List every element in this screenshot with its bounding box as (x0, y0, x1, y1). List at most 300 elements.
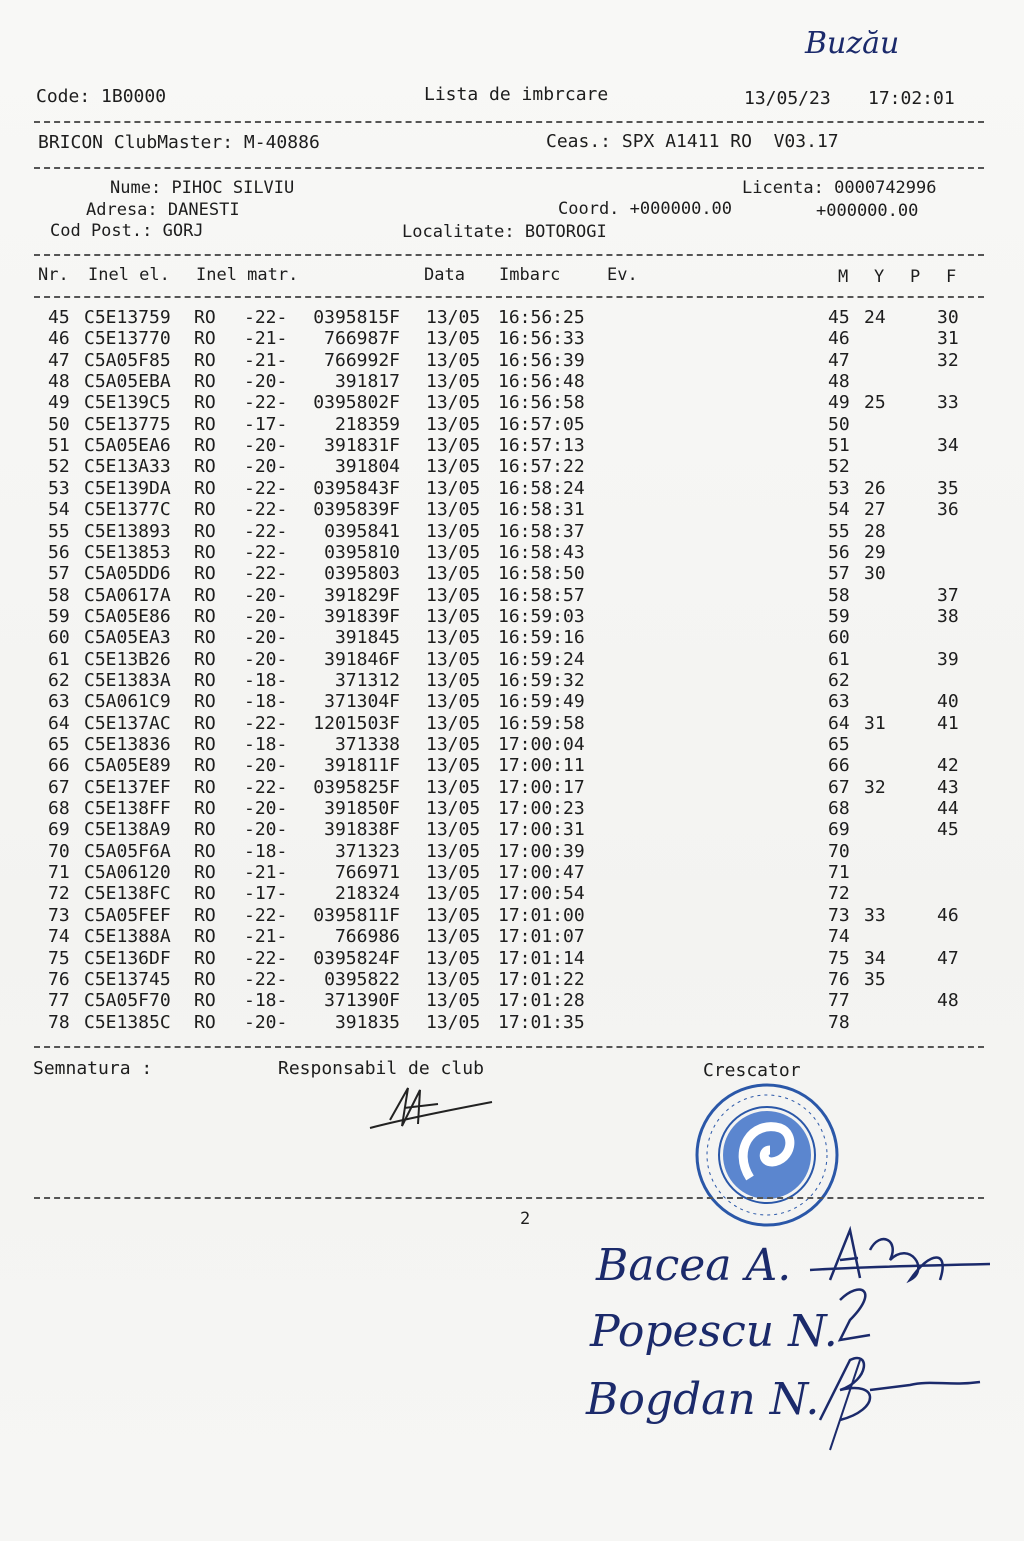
row-time: 16:56:33 (498, 328, 585, 350)
table-row (0, 990, 1024, 1011)
row-y: 26 (864, 477, 886, 499)
row-y: 24 (864, 307, 886, 328)
row-nr: 50 (48, 413, 70, 435)
row-country: RO (194, 904, 216, 926)
print-time: 17:02:01 (868, 88, 955, 109)
row-year: -21- (244, 926, 288, 948)
row-matr: 0395841 (324, 520, 400, 542)
row-year: -22- (244, 307, 288, 328)
row-date: 13/05 (426, 499, 481, 521)
column-header-f: F (946, 267, 957, 287)
row-date: 13/05 (426, 328, 481, 350)
row-ring-id: C5A05DD6 (84, 563, 171, 585)
row-year: -20- (244, 584, 288, 606)
row-y: 31 (864, 712, 886, 734)
row-date: 13/05 (426, 947, 481, 969)
row-year: -22- (244, 904, 288, 926)
row-matr: 766992F (324, 349, 400, 371)
row-date: 13/05 (426, 712, 481, 734)
row-matr: 391850F (324, 798, 400, 820)
row-year: -20- (244, 1011, 288, 1033)
row-country: RO (194, 605, 216, 627)
row-ring-id: C5A05E86 (84, 605, 171, 627)
row-time: 16:58:37 (498, 520, 585, 542)
row-matr: 766986 (334, 926, 400, 948)
row-matr: 766987F (324, 328, 400, 350)
column-header-imbarc: Imbarc (499, 265, 561, 285)
row-year: -20- (244, 371, 288, 393)
row-m: 56 (828, 541, 850, 563)
table-row (0, 435, 1024, 456)
row-m: 53 (828, 477, 850, 499)
row-time: 16:59:49 (498, 691, 585, 713)
row-year: -17- (244, 413, 288, 435)
row-matr: 0395843F (313, 477, 400, 499)
row-m: 78 (828, 1011, 850, 1033)
row-year: -20- (244, 648, 288, 670)
row-m: 66 (828, 755, 850, 777)
row-date: 13/05 (426, 584, 481, 606)
row-y: 35 (864, 968, 886, 990)
row-ring-id: C5A05FEF (84, 904, 171, 926)
row-country: RO (194, 712, 216, 734)
row-country: RO (194, 926, 216, 948)
row-matr: 0395824F (313, 947, 400, 969)
row-f: 30 (937, 307, 959, 328)
row-matr: 391835 (334, 1011, 400, 1033)
handwritten-name-1: Bacea A. (596, 1240, 792, 1291)
locality-field: Localitate: BOTOROGI (402, 222, 607, 242)
address-field: Adresa: DANESTI (86, 200, 240, 220)
row-country: RO (194, 627, 216, 649)
row-nr: 51 (48, 435, 70, 457)
table-row (0, 585, 1024, 606)
row-ring-id: C5A05EBA (84, 371, 171, 393)
row-year: -22- (244, 712, 288, 734)
row-year: -20- (244, 798, 288, 820)
row-f: 42 (937, 755, 959, 777)
row-ring-id: C5E13759 (84, 307, 171, 328)
row-f: 36 (937, 499, 959, 521)
row-matr: 371390F (324, 990, 400, 1012)
row-m: 49 (828, 392, 850, 414)
column-header-nr: Nr. (38, 265, 69, 285)
row-m: 52 (828, 456, 850, 478)
row-time: 16:59:58 (498, 712, 585, 734)
row-nr: 56 (48, 541, 70, 563)
row-matr: 371304F (324, 691, 400, 713)
divider (34, 254, 984, 256)
table-row (0, 819, 1024, 840)
row-nr: 72 (48, 883, 70, 905)
row-date: 13/05 (426, 413, 481, 435)
row-year: -22- (244, 499, 288, 521)
row-nr: 57 (48, 563, 70, 585)
row-date: 13/05 (426, 755, 481, 777)
row-time: 16:57:05 (498, 413, 585, 435)
row-matr: 1201503F (313, 712, 400, 734)
row-ring-id: C5A06120 (84, 862, 171, 884)
row-date: 13/05 (426, 349, 481, 371)
row-m: 55 (828, 520, 850, 542)
row-matr: 371323 (334, 840, 400, 862)
row-country: RO (194, 776, 216, 798)
row-nr: 70 (48, 840, 70, 862)
row-m: 76 (828, 968, 850, 990)
row-f: 32 (937, 349, 959, 371)
row-nr: 55 (48, 520, 70, 542)
row-year: -22- (244, 392, 288, 414)
row-country: RO (194, 392, 216, 414)
row-country: RO (194, 648, 216, 670)
row-f: 40 (937, 691, 959, 713)
table-row (0, 734, 1024, 755)
row-nr: 73 (48, 904, 70, 926)
row-country: RO (194, 947, 216, 969)
row-country: RO (194, 669, 216, 691)
row-ring-id: C5A05F6A (84, 840, 171, 862)
table-row (0, 926, 1024, 947)
row-y: 32 (864, 776, 886, 798)
row-ring-id: C5A05EA6 (84, 435, 171, 457)
row-nr: 63 (48, 691, 70, 713)
row-nr: 71 (48, 862, 70, 884)
row-f: 35 (937, 477, 959, 499)
license-field: Licenta: 0000742996 (742, 178, 937, 198)
row-year: -18- (244, 734, 288, 755)
row-year: -21- (244, 349, 288, 371)
row-time: 17:00:23 (498, 798, 585, 820)
row-m: 75 (828, 947, 850, 969)
row-year: -17- (244, 883, 288, 905)
row-m: 46 (828, 328, 850, 350)
row-country: RO (194, 413, 216, 435)
row-time: 17:00:54 (498, 883, 585, 905)
row-matr: 391829F (324, 584, 400, 606)
row-ring-id: C5E13A33 (84, 456, 171, 478)
row-ring-id: C5E138FF (84, 798, 171, 820)
row-time: 17:00:39 (498, 840, 585, 862)
row-time: 17:00:17 (498, 776, 585, 798)
handwritten-name-3: Bogdan N. (586, 1374, 820, 1425)
row-f: 47 (937, 947, 959, 969)
clubmaster-field: BRICON ClubMaster: M-40886 (38, 132, 320, 153)
row-matr: 371312 (334, 669, 400, 691)
name-field: Nume: PIHOC SILVIU (110, 178, 295, 198)
row-nr: 65 (48, 734, 70, 755)
row-year: -20- (244, 755, 288, 777)
row-y: 30 (864, 563, 886, 585)
row-m: 59 (828, 605, 850, 627)
row-year: -20- (244, 435, 288, 457)
clock-field: Ceas.: SPX A1411 RO V03.17 (546, 131, 839, 152)
row-time: 16:56:39 (498, 349, 585, 371)
row-country: RO (194, 456, 216, 478)
row-country: RO (194, 840, 216, 862)
row-time: 17:01:22 (498, 968, 585, 990)
table-row (0, 350, 1024, 371)
row-date: 13/05 (426, 563, 481, 585)
row-date: 13/05 (426, 990, 481, 1012)
row-nr: 61 (48, 648, 70, 670)
row-m: 70 (828, 840, 850, 862)
row-f: 48 (937, 990, 959, 1012)
row-time: 16:56:58 (498, 392, 585, 414)
row-nr: 52 (48, 456, 70, 478)
table-row (0, 755, 1024, 776)
row-ring-id: C5E139DA (84, 477, 171, 499)
row-f: 38 (937, 605, 959, 627)
row-year: -22- (244, 968, 288, 990)
table-row (0, 392, 1024, 413)
row-time: 17:00:47 (498, 862, 585, 884)
row-ring-id: C5E138FC (84, 883, 171, 905)
row-date: 13/05 (426, 392, 481, 414)
table-row (0, 798, 1024, 819)
row-country: RO (194, 862, 216, 884)
divider (34, 1197, 984, 1199)
row-date: 13/05 (426, 904, 481, 926)
row-country: RO (194, 819, 216, 841)
row-y: 27 (864, 499, 886, 521)
row-ring-id: C5E13836 (84, 734, 171, 755)
row-m: 73 (828, 904, 850, 926)
row-date: 13/05 (426, 798, 481, 820)
row-year: -18- (244, 840, 288, 862)
row-m: 74 (828, 926, 850, 948)
column-header-p: P (910, 267, 921, 287)
row-m: 57 (828, 563, 850, 585)
club-responsible-label: Responsabil de club (278, 1058, 484, 1079)
row-country: RO (194, 541, 216, 563)
row-nr: 66 (48, 755, 70, 777)
table-row (0, 456, 1024, 477)
row-date: 13/05 (426, 648, 481, 670)
row-ring-id: C5A061C9 (84, 691, 171, 713)
print-date: 13/05/23 (744, 88, 831, 109)
row-ring-id: C5E138A9 (84, 819, 171, 841)
table-row (0, 691, 1024, 712)
row-time: 17:01:28 (498, 990, 585, 1012)
row-y: 29 (864, 541, 886, 563)
row-ring-id: C5A0617A (84, 584, 171, 606)
table-row (0, 969, 1024, 990)
handwritten-signatures (800, 1210, 1000, 1460)
row-nr: 59 (48, 605, 70, 627)
row-f: 31 (937, 328, 959, 350)
row-ring-id: C5E1388A (84, 926, 171, 948)
row-m: 64 (828, 712, 850, 734)
divider (34, 167, 984, 169)
row-country: RO (194, 584, 216, 606)
row-time: 16:58:24 (498, 477, 585, 499)
table-row (0, 307, 1024, 328)
row-time: 16:59:32 (498, 669, 585, 691)
row-year: -21- (244, 862, 288, 884)
row-matr: 371338 (334, 734, 400, 755)
handwritten-note-top: Buzău (805, 26, 900, 61)
row-date: 13/05 (426, 371, 481, 393)
row-nr: 53 (48, 477, 70, 499)
row-ring-id: C5E1385C (84, 1011, 171, 1033)
row-year: -22- (244, 776, 288, 798)
row-m: 62 (828, 669, 850, 691)
row-date: 13/05 (426, 883, 481, 905)
column-header-y: Y (874, 267, 885, 287)
row-country: RO (194, 798, 216, 820)
row-country: RO (194, 328, 216, 350)
row-ring-id: C5E137AC (84, 712, 171, 734)
column-header-inel-el: Inel el. (88, 265, 170, 285)
row-date: 13/05 (426, 734, 481, 755)
row-date: 13/05 (426, 456, 481, 478)
row-country: RO (194, 691, 216, 713)
row-year: -21- (244, 328, 288, 350)
club-stamp (692, 1080, 842, 1230)
table-row (0, 542, 1024, 563)
row-y: 28 (864, 520, 886, 542)
row-nr: 77 (48, 990, 70, 1012)
row-matr: 391811F (324, 755, 400, 777)
row-nr: 76 (48, 968, 70, 990)
row-year: -20- (244, 456, 288, 478)
table-row (0, 862, 1024, 883)
row-date: 13/05 (426, 1011, 481, 1033)
table-row (0, 841, 1024, 862)
table-row (0, 563, 1024, 584)
row-nr: 54 (48, 499, 70, 521)
table-row (0, 670, 1024, 691)
row-y: 33 (864, 904, 886, 926)
column-header-inel-matr: Inel matr. (196, 265, 299, 285)
row-matr: 0395825F (313, 776, 400, 798)
row-matr: 0395839F (313, 499, 400, 521)
row-y: 25 (864, 392, 886, 414)
row-ring-id: C5E1377C (84, 499, 171, 521)
coord-field: Coord. +000000.00 (558, 199, 733, 219)
row-f: 41 (937, 712, 959, 734)
row-m: 51 (828, 435, 850, 457)
row-country: RO (194, 1011, 216, 1033)
club-signature (360, 1080, 500, 1140)
table-row (0, 1012, 1024, 1033)
row-date: 13/05 (426, 435, 481, 457)
row-f: 43 (937, 776, 959, 798)
handwritten-name-2: Popescu N. (590, 1306, 838, 1357)
row-m: 63 (828, 691, 850, 713)
row-country: RO (194, 477, 216, 499)
row-year: -20- (244, 819, 288, 841)
signature-label: Semnatura : (33, 1058, 153, 1079)
row-f: 46 (937, 904, 959, 926)
row-date: 13/05 (426, 541, 481, 563)
row-year: -18- (244, 669, 288, 691)
row-matr: 766971 (334, 862, 400, 884)
row-f: 45 (937, 819, 959, 841)
table-row (0, 371, 1024, 392)
row-m: 54 (828, 499, 850, 521)
row-country: RO (194, 734, 216, 755)
row-matr: 391845 (334, 627, 400, 649)
row-country: RO (194, 499, 216, 521)
row-date: 13/05 (426, 669, 481, 691)
table-row (0, 777, 1024, 798)
row-f: 33 (937, 392, 959, 414)
row-country: RO (194, 968, 216, 990)
row-date: 13/05 (426, 840, 481, 862)
column-header-ev: Ev. (607, 265, 638, 285)
row-time: 17:00:31 (498, 819, 585, 841)
row-country: RO (194, 349, 216, 371)
table-row (0, 328, 1024, 349)
row-date: 13/05 (426, 968, 481, 990)
row-time: 16:58:43 (498, 541, 585, 563)
row-m: 65 (828, 734, 850, 755)
row-m: 69 (828, 819, 850, 841)
divider (34, 296, 984, 298)
row-matr: 391817 (334, 371, 400, 393)
row-country: RO (194, 371, 216, 393)
row-m: 68 (828, 798, 850, 820)
row-nr: 47 (48, 349, 70, 371)
row-matr: 0395803 (324, 563, 400, 585)
row-nr: 67 (48, 776, 70, 798)
row-matr: 391838F (324, 819, 400, 841)
row-year: -18- (244, 691, 288, 713)
row-nr: 62 (48, 669, 70, 691)
row-country: RO (194, 883, 216, 905)
row-nr: 64 (48, 712, 70, 734)
row-country: RO (194, 307, 216, 328)
row-nr: 45 (48, 307, 70, 328)
row-f: 39 (937, 648, 959, 670)
breeder-label: Crescator (703, 1060, 801, 1081)
row-m: 72 (828, 883, 850, 905)
table-row (0, 627, 1024, 648)
row-ring-id: C5E1383A (84, 669, 171, 691)
row-ring-id: C5A05F85 (84, 349, 171, 371)
row-time: 16:59:16 (498, 627, 585, 649)
row-nr: 46 (48, 328, 70, 350)
row-f: 34 (937, 435, 959, 457)
row-ring-id: C5E13B26 (84, 648, 171, 670)
row-time: 16:58:50 (498, 563, 585, 585)
column-header-m: M (838, 267, 849, 287)
row-matr: 391804 (334, 456, 400, 478)
row-date: 13/05 (426, 926, 481, 948)
row-m: 48 (828, 371, 850, 393)
row-year: -20- (244, 605, 288, 627)
table-row (0, 521, 1024, 542)
row-ring-id: C5E136DF (84, 947, 171, 969)
table-row (0, 649, 1024, 670)
row-time: 17:01:14 (498, 947, 585, 969)
row-ring-id: C5E139C5 (84, 392, 171, 414)
row-matr: 218359 (334, 413, 400, 435)
row-date: 13/05 (426, 862, 481, 884)
row-matr: 0395811F (313, 904, 400, 926)
row-date: 13/05 (426, 520, 481, 542)
row-m: 58 (828, 584, 850, 606)
page-number: 2 (520, 1209, 531, 1229)
row-date: 13/05 (426, 776, 481, 798)
row-ring-id: C5E137EF (84, 776, 171, 798)
row-time: 17:01:00 (498, 904, 585, 926)
row-nr: 68 (48, 798, 70, 820)
row-m: 77 (828, 990, 850, 1012)
row-m: 71 (828, 862, 850, 884)
row-nr: 74 (48, 926, 70, 948)
